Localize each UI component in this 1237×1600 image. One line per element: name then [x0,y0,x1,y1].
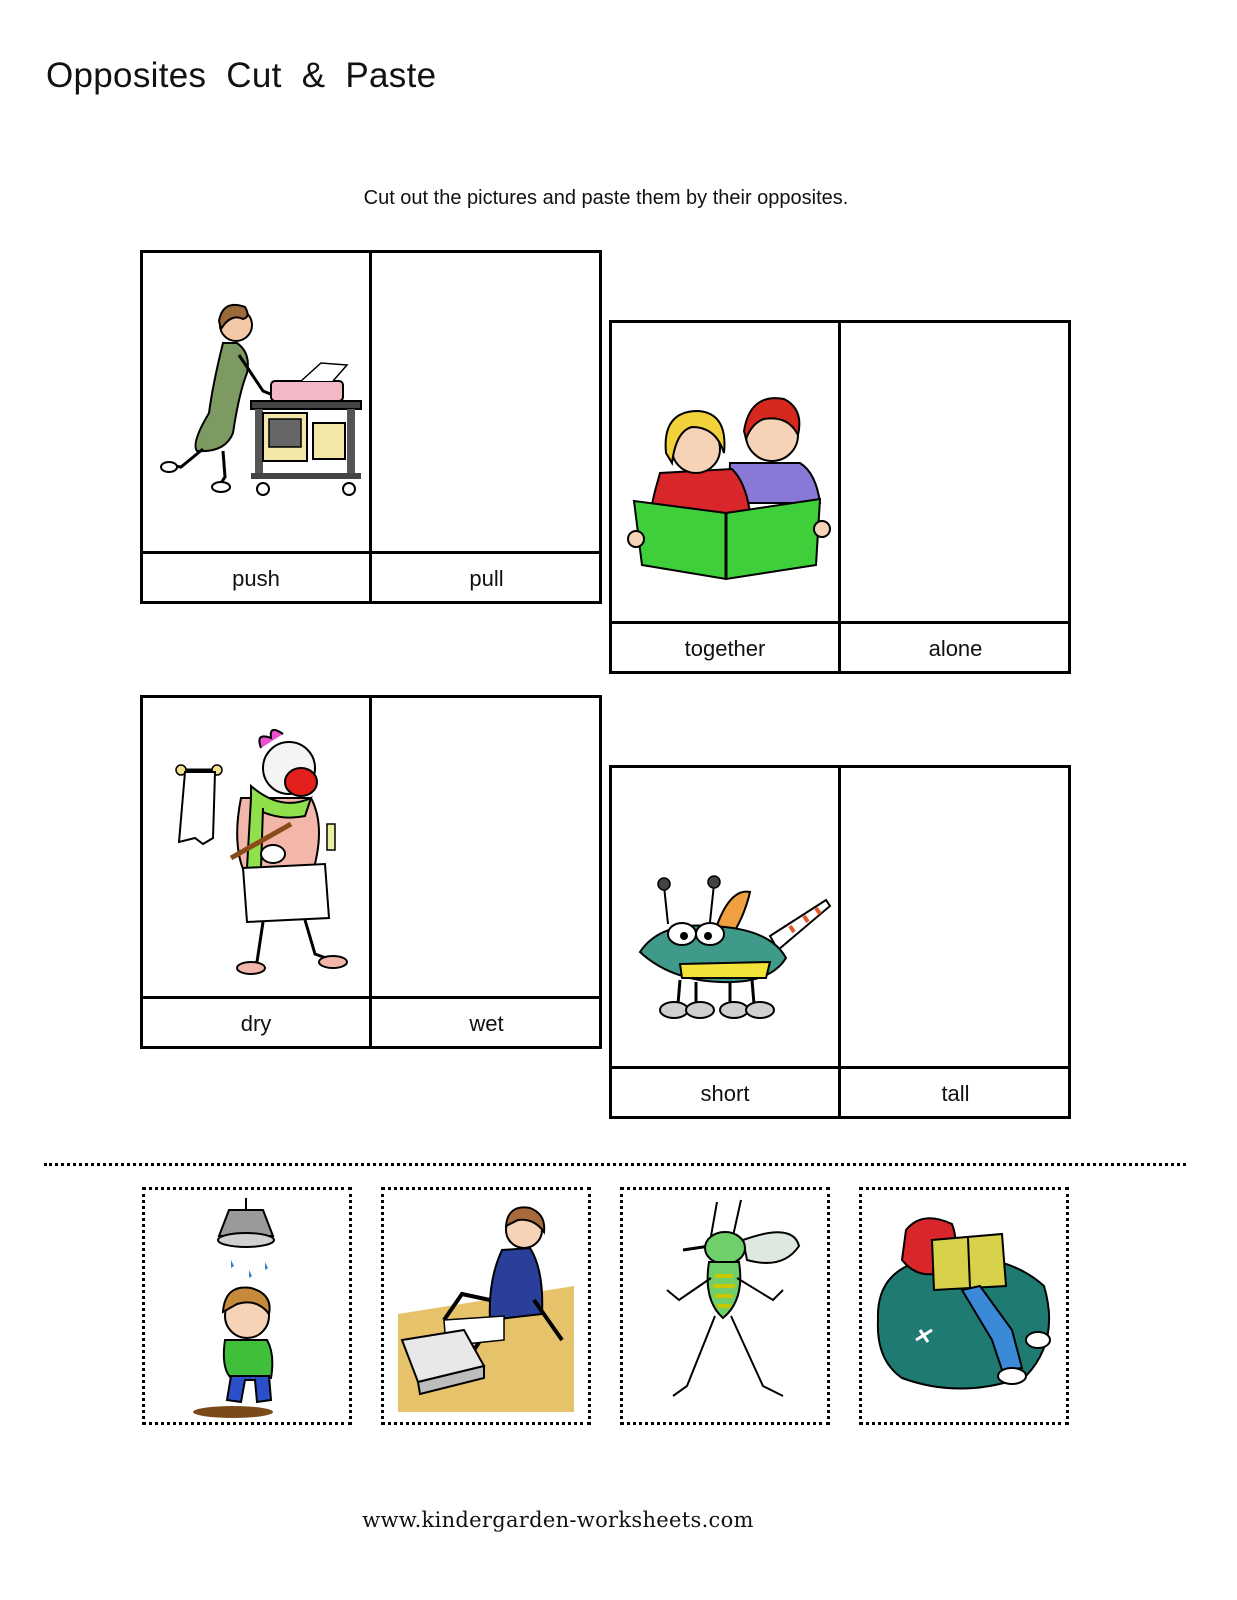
word-label: dry [143,996,372,1046]
paste-area[interactable] [841,323,1070,621]
paste-area[interactable] [841,768,1070,1066]
opposite-pair-push-pull [140,250,602,604]
cut-line [44,1163,1186,1166]
picture-cell [612,768,841,1066]
cutout-picture-tall[interactable] [620,1187,830,1425]
word-label: push [143,551,372,601]
opposite-word-label: wet [372,996,601,1046]
short-bug-creature-icon [620,788,835,1048]
two-kids-reading-book-icon [620,343,835,603]
clown-drying-with-towel-icon [151,718,366,978]
opposite-word-label: alone [841,621,1070,671]
opposite-pair-dry-wet [140,695,602,1049]
word-label: short [612,1066,841,1116]
footer-url: www.kindergarden-worksheets.com [362,1508,754,1532]
opposite-word-label: tall [841,1066,1070,1116]
opposite-pair-together-alone [609,320,1071,674]
instructions-text: Cut out the pictures and paste them by their opposites. [363,187,849,209]
cutout-picture-pull[interactable] [381,1187,591,1425]
woman-pulling-printer-paper-icon [384,1190,588,1422]
page-title: Opposites Cut & Paste [46,56,437,95]
opposite-word-label: pull [372,551,601,601]
cutout-picture-wet[interactable] [142,1187,352,1425]
boy-under-dripping-bucket-icon [145,1190,349,1422]
opposite-pair-short-tall [609,765,1071,1119]
tall-mosquito-icon [623,1190,827,1422]
picture-cell [143,698,372,996]
word-label: together [612,621,841,671]
picture-cell [143,253,372,551]
person-reading-alone-beanbag-icon [862,1190,1066,1422]
paste-area[interactable] [372,253,601,551]
picture-cell [612,323,841,621]
cutout-picture-alone[interactable] [859,1187,1069,1425]
woman-pushing-cart-icon [151,273,366,533]
paste-area[interactable] [372,698,601,996]
